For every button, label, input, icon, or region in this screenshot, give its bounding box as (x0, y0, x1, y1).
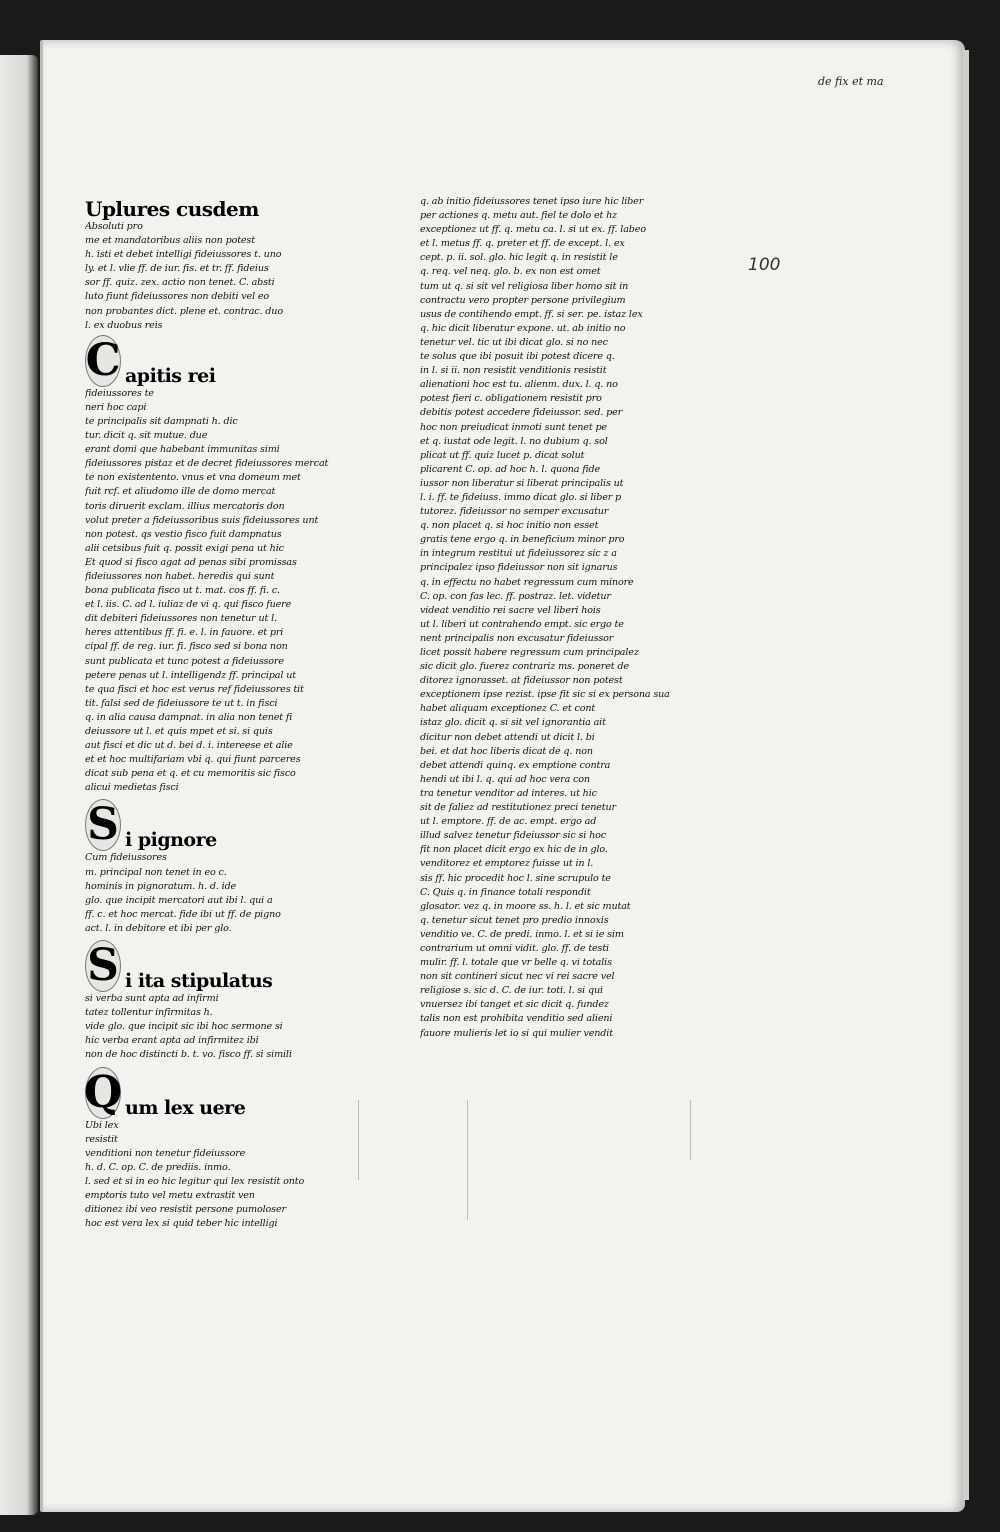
rubric-heading (85, 799, 330, 851)
text-line: C. Quis q. in finance totali respondit (420, 886, 591, 898)
text-line: alicui medietas fisci (85, 782, 179, 794)
text-line: cipal ff. de reg. iur. fi. fisco sed si bona non (85, 641, 288, 653)
text-line: q. req. vel neq. glo. b. ex non est omet (420, 266, 601, 278)
text-block (85, 387, 330, 796)
text-line: plicarent C. op. ad hoc h. l. quona fide (420, 463, 601, 475)
text-line: Absoluti pro (85, 221, 143, 232)
text-line: dit debiteri fideiussores non tenetur ut l. (85, 613, 277, 625)
text-line: fideiussores pistaz et de decret fideiussores mercat (85, 458, 329, 470)
text-line: sit de faliez ad restitutionez preci tenetur (420, 802, 616, 814)
marginal-header-note: de fix et ma (818, 75, 884, 88)
text-line: hominis in pignoratum. h. d. ide (85, 880, 237, 892)
text-line: Ubi lex (85, 1119, 119, 1131)
rubric-heading (85, 198, 330, 220)
text-line: et q. iustat ode legit. l. no dubium q. sol (420, 435, 608, 447)
text-line: alii cetsibus fuit q. possit exigi pena ut hic (85, 542, 284, 554)
text-line: bei. et dat hoc liberis dicat de q. non (420, 745, 593, 757)
text-line: petere penas ut l. intelligendz ff. principal ut (85, 669, 296, 681)
text-line: l. i. ff. te fideiuss. immo dicat glo. si liber p (420, 491, 622, 503)
text-line: te principalis sit dampnati h. dic (85, 415, 238, 427)
text-line: venditio ve. C. de predi. inmo. l. et si ie sim (420, 928, 624, 940)
text-line: heres attentibus ff. fi. e. l. in fauore. et pri (85, 627, 284, 639)
text-line: potest fieri c. obligationem resistit pro (420, 393, 602, 405)
text-line: ut l. emptore. ff. de ac. empt. ergo ad (420, 816, 597, 828)
text-line: hoc est vera lex si quid teber hic intelligi (85, 1218, 278, 1230)
text-line: fauore mulieris let io si qui mulier vendit (420, 1027, 613, 1039)
folio-number: 100 (748, 255, 781, 275)
text-line: sor ff. quiz. zex. actio non tenet. C. absti (85, 277, 275, 289)
text-line: tenetur vel. tic ut ibi dicat glo. si no nec (420, 336, 608, 348)
text-line: fit non placet dicit ergo ex hic de in glo. (420, 844, 608, 856)
text-line: hoc non preiudicat inmoti sunt tenet pe (420, 421, 607, 433)
text-line: principalez ipso fideiussor non sit ignarus (420, 562, 618, 574)
text-line: ditorez ignorasset. at fideiussor non potest (420, 675, 623, 687)
text-line: te qua fisci et hoc est verus ref fideiussores tit (85, 683, 304, 695)
text-line: debitis potest accedere fideiussor. sed. per (420, 407, 623, 419)
text-line: religiose s. sic d. C. de iur. toti. l. si qui (420, 985, 603, 997)
text-line: ditionez ibi veo resistit persone pumoloser (85, 1204, 286, 1216)
text-line: contrarium ut omni vidit. glo. ff. de testi (420, 942, 609, 954)
text-line: l. sed et si in eo hic legitur qui lex resistit onto (85, 1175, 305, 1187)
text-line: iussor non liberatur si liberat principalis ut (420, 477, 624, 489)
text-line: erant domi que habebant immunitas simi (85, 444, 280, 456)
text-line: contractu vero propter persone privilegium (420, 294, 626, 306)
text-line: tum ut q. si sit vel religiosa liber homo sit in (420, 280, 629, 292)
rubric-text: apitis rei (125, 364, 216, 387)
text-line: et et hoc multifariam vbi q. qui fiunt parceres (85, 754, 301, 766)
text-line: act. l. in debitore et ibi per glo. (85, 922, 232, 934)
decorated-initial: S (85, 799, 121, 851)
text-line: q. in effectu no habet regressum cum minore (420, 576, 634, 588)
text-line: h. isti et debet intelligi fideiussores t. uno (85, 249, 282, 261)
text-line: glo. que incipit mercatori aut ibi l. qui a (85, 894, 273, 906)
text-line: sunt publicata et tunc potest a fideiussore (85, 655, 284, 667)
text-line: dicitur non debet attendi ut dicit l. bi (420, 731, 595, 743)
text-line: cept. p. ii. sol. glo. hic legit q. in resistit le (420, 252, 618, 264)
ruling-line (467, 1100, 468, 1220)
text-line: q. hic dicit liberatur expone. ut. ab initio no (420, 322, 626, 334)
text-line: Et quod si fisco agat ad penas sibi promissas (85, 556, 297, 568)
page-edge-shadow (963, 50, 969, 1500)
rubric-text: i ita stipulatus (125, 970, 273, 993)
text-line: sic dicit glo. fuerez contrariz ms. poneret de (420, 661, 629, 673)
left-text-column (85, 198, 330, 1231)
right-text-column (420, 195, 672, 1041)
text-line: illud salvez tenetur fideiussor sic si hoc (420, 830, 606, 842)
text-line: alienationi hoc est tu. alienm. dux. l. q. no (420, 379, 618, 391)
text-line: fuit rcf. et aliudomo ille de domo mercat (85, 486, 276, 498)
text-line: mulir. ff. l. totale que vr belle q. vi totalis (420, 957, 612, 969)
decorated-initial: C (85, 334, 121, 386)
text-line: te solus que ibi posuit ibi potest dicere q. (420, 351, 615, 363)
text-line: ly. et l. vlie ff. de iur. fis. et tr. ff. fideius (85, 263, 269, 275)
decorated-initial: S (85, 940, 121, 992)
text-block (85, 992, 330, 1062)
rubric-heading (85, 940, 330, 992)
text-line: exceptionez ut ff. q. metu ca. l. si ut ex. ff. labeo (420, 224, 646, 236)
text-line: et l. metus ff. q. preter et ff. de except. l. ex (420, 238, 625, 250)
text-line: q. non placet q. si hoc initio non esset (420, 520, 599, 532)
rubric-heading (85, 1067, 330, 1119)
text-line: neri hoc capi (85, 401, 147, 413)
rubric-text: i pignore (125, 829, 217, 852)
rubric-text: um lex uere (125, 1096, 246, 1119)
rubric-heading (85, 335, 330, 387)
text-line: non sit contineri sicut nec vi rei sacre vel (420, 971, 615, 983)
text-line: in integrum restitui ut fideiussorez sic z a (420, 548, 617, 560)
text-line: per actiones q. metu aut. fiel te dolo et hz (420, 210, 618, 222)
text-line: usus de contihendo empt. ff. si ser. pe. istaz lex (420, 308, 643, 320)
text-line: vnuersez ibi tanget et sic dicit q. fundez (420, 999, 609, 1011)
text-line: venditioni non tenetur fideiussore (85, 1147, 246, 1159)
text-line: resistit (85, 1133, 118, 1145)
text-line: dicat sub pena et q. et cu memoritis sic fisco (85, 768, 296, 780)
text-line: q. in alia causa dampnat. in alia non tenet fi (85, 711, 293, 723)
text-line: glosator. vez q. in moore ss. h. l. et sic mutat (420, 900, 631, 912)
text-line: istaz glo. dicit q. si sit vel ignorantia ait (420, 717, 606, 729)
text-line: me et mandatoribus aliis non potest (85, 235, 255, 247)
text-line: tatez tollentur infirmitas h. (85, 1007, 213, 1019)
text-line: talis non est prohibita venditio sed alieni (420, 1013, 613, 1025)
text-line: non potest. qs vestio fisco fuit dampnatus (85, 528, 282, 540)
text-block (85, 220, 330, 333)
text-line: l. ex duobus reis (85, 319, 163, 331)
text-line: exceptionem ipse rezist. ipse fit sic si ex persona sua (420, 689, 670, 701)
text-line: debet attendi quinq. ex emptione contra (420, 759, 611, 771)
rubric-text: Uplures cusdem (85, 197, 259, 221)
text-line: tutorez. fideiussor no semper excusatur (420, 506, 609, 518)
text-line: et l. iis. C. ad l. iuliaz de vi q. qui fisco fuere (85, 599, 292, 611)
text-line: emptoris tuto vel metu extrastit ven (85, 1189, 255, 1201)
text-line: non probantes dict. plene et. contrac. duo (85, 305, 283, 317)
text-block (85, 851, 330, 936)
facing-page-edge (0, 55, 38, 1515)
text-line: videat venditio rei sacre vel liberi hois (420, 604, 601, 616)
text-line: non de hoc distincti b. t. vo. fisco ff. si simili (85, 1049, 292, 1061)
text-line: fideiussores te (85, 387, 154, 399)
text-line: vide glo. que incipit sic ibi hoc sermone si (85, 1021, 283, 1033)
text-line: toris diruerit exclam. illius mercatoris don (85, 500, 285, 512)
text-line: Cum fideiussores (85, 852, 167, 864)
text-line: licet possit habere regressum cum principalez (420, 647, 639, 658)
text-line: gratis tene ergo q. in beneficium minor pro (420, 534, 625, 546)
text-line: hic verba erant apta ad infirmitez ibi (85, 1035, 259, 1047)
text-line: sis ff. hic procedit hoc l. sine scrupulo te (420, 872, 611, 884)
text-line: deiussore ut l. et quis mpet et si. si quis (85, 726, 273, 737)
text-line: tit. falsi sed de fideiussore te ut t. in fisci (85, 697, 278, 709)
text-block (420, 195, 672, 1041)
ruling-line (690, 1100, 691, 1160)
text-line: q. tenetur sicut tenet pro predio innoxis (420, 914, 609, 926)
text-line: C. op. con fas lec. ff. postraz. let. videtur (420, 590, 611, 602)
text-line: hendi ut ibi l. q. qui ad hoc vera con (420, 773, 590, 785)
ruling-line (358, 1100, 359, 1180)
text-line: q. ab initio fideiussores tenet ipso iure hic liber (420, 196, 644, 207)
text-line: m. principal non tenet in eo c. (85, 866, 227, 878)
text-line: in l. si ii. non resistit venditionis resistit (420, 365, 607, 377)
text-line: tur. dicit q. sit mutue. due (85, 430, 208, 442)
text-line: luto fiunt fideiussores non debiti vel eo (85, 291, 270, 303)
text-line: aut fisci et dic ut d. bei d. i. intereese et alie (85, 740, 293, 752)
text-line: habet aliquam exceptionez C. et cont (420, 703, 596, 715)
text-line: tra tenetur venditor ad interes. ut hic (420, 787, 597, 799)
text-line: venditorez et emptorez fuisse ut in l. (420, 858, 594, 870)
text-line: fideiussores non habet. heredis qui sunt (85, 570, 275, 582)
text-line: te non existentento. vnus et vna domeum met (85, 472, 301, 484)
text-line: si verba sunt apta ad infirmi (85, 993, 219, 1005)
text-block (85, 1119, 330, 1232)
decorated-initial: Q (83, 1066, 123, 1118)
text-line: volut preter a fideiussoribus suis fideiussores unt (85, 514, 319, 526)
text-line: h. d. C. op. C. de prediis. inmo. (85, 1161, 231, 1173)
text-line: ut l. liberi ut contrahendo empt. sic ergo te (420, 618, 624, 630)
text-line: ff. c. et hoc mercat. fide ibi ut ff. de pigno (85, 908, 281, 920)
text-line: bona publicata fisco ut t. mat. cos ff. fi. c. (85, 585, 280, 597)
text-line: plicat ut ff. quiz lucet p. dicat solut (420, 449, 585, 461)
text-line: nent principalis non excusatur fideiussor (420, 632, 614, 644)
